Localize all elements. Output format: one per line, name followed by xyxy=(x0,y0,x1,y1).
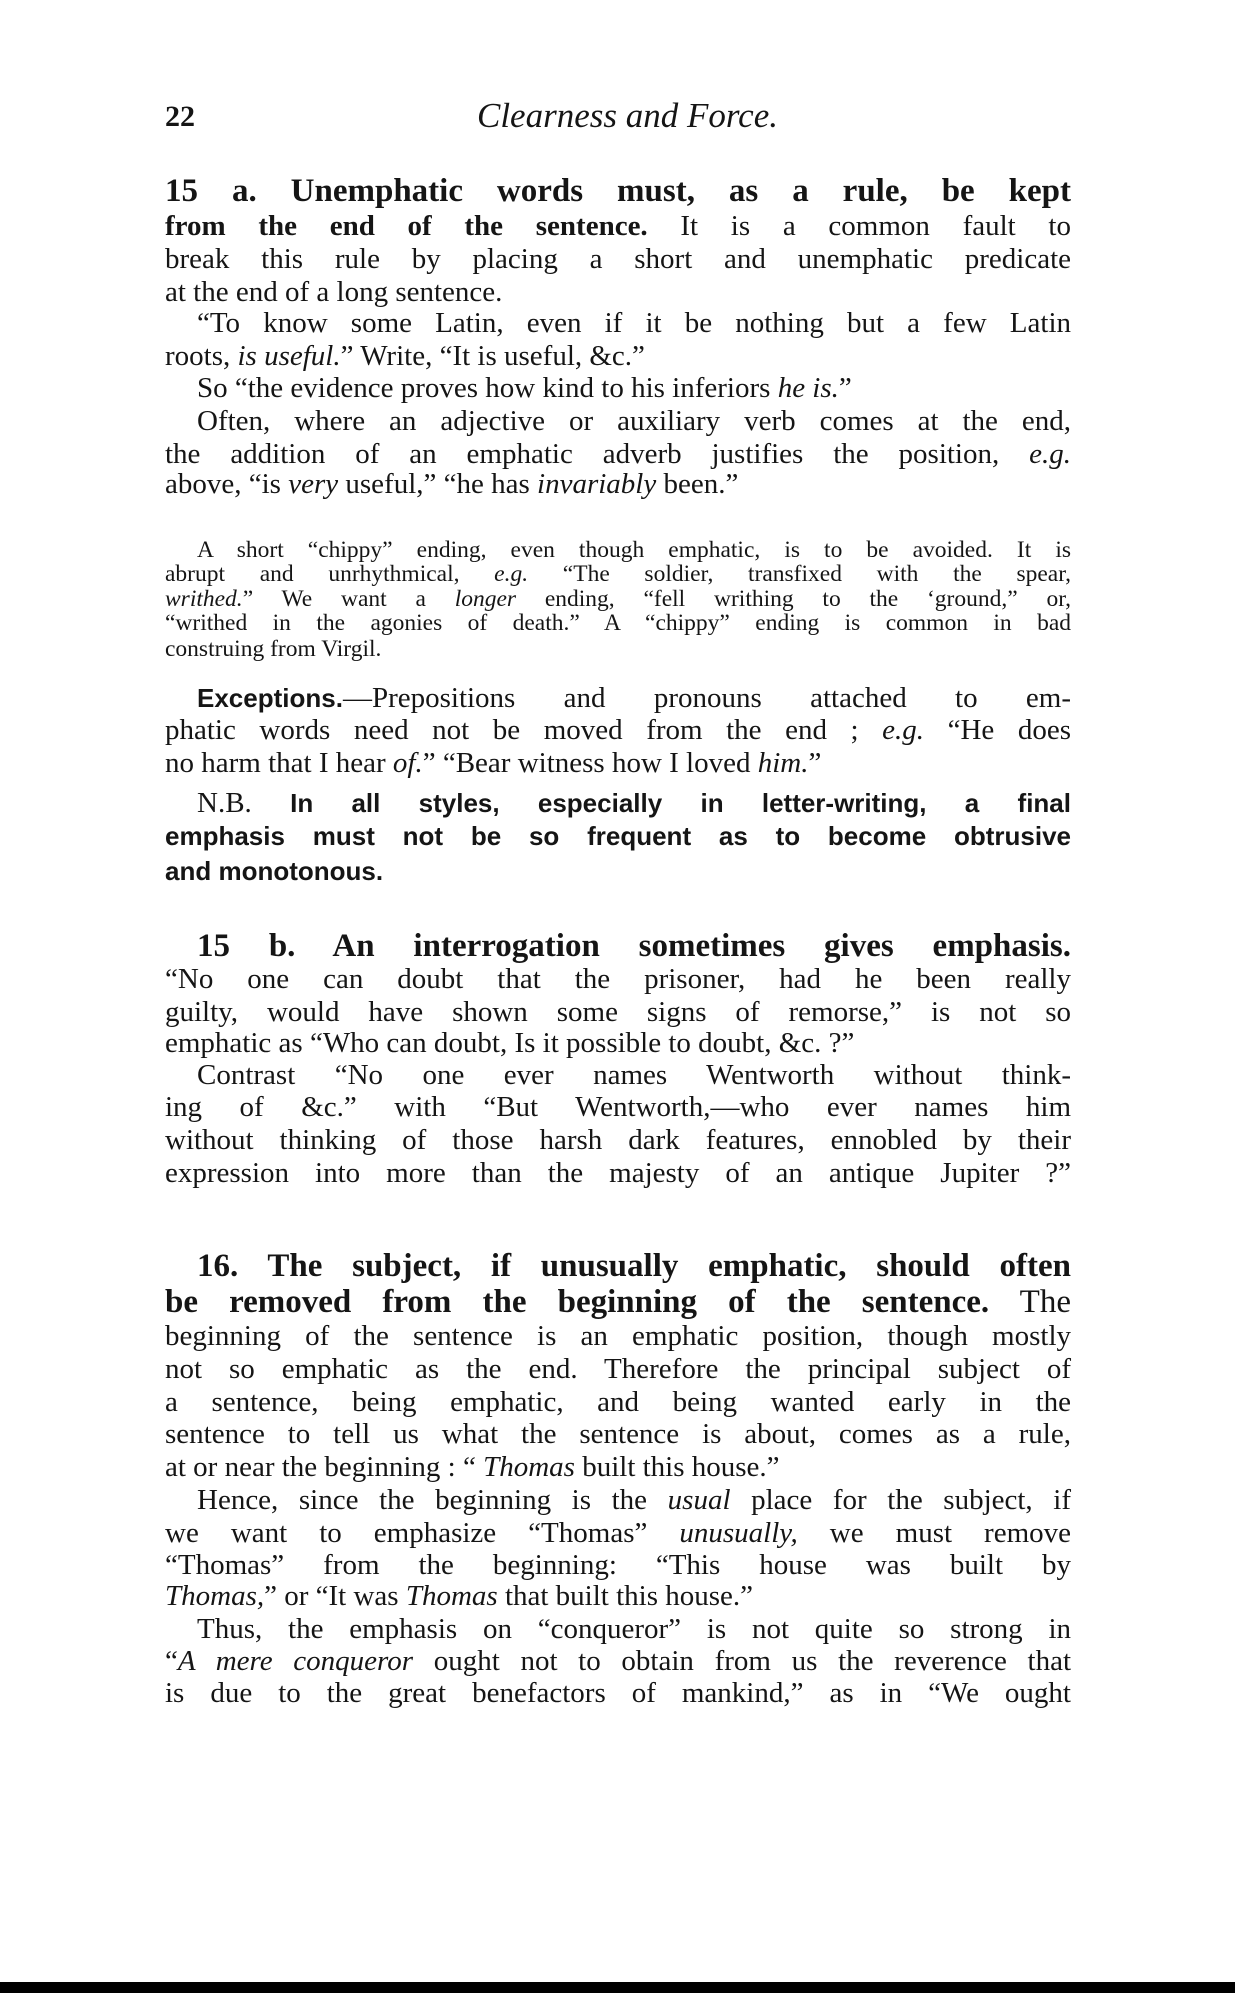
text-line xyxy=(165,1548,1071,1582)
text-run: ending, “fell writhing to the ‘ground,” or, xyxy=(516,585,1071,612)
text-run: So “the evidence proves how kind to his inferiors xyxy=(197,371,778,404)
italic-text: him. xyxy=(757,746,809,779)
italic-text: Thomas, xyxy=(165,1580,265,1613)
italic-text: e.g. xyxy=(1029,437,1071,470)
text-line xyxy=(197,1483,1071,1517)
text-line xyxy=(165,275,1071,309)
text-run: abrupt and unrhythmical, xyxy=(165,561,495,588)
text-run: “The soldier, transfixed with the spear, xyxy=(528,561,1071,588)
text-run: “He does xyxy=(924,713,1072,746)
text-run: —Prepositions and pronouns attached to em- xyxy=(342,681,1071,714)
italic-text: invariably xyxy=(537,468,657,501)
text-line xyxy=(165,995,1071,1029)
text-run: place for the subject, if xyxy=(730,1483,1071,1516)
text-line xyxy=(165,242,1071,276)
text-run: no harm that I hear xyxy=(165,746,393,779)
text-run: ” “Bear witness how I loved xyxy=(422,746,758,779)
text-run: break this rule by placing a short and unemphatic predicate xyxy=(165,243,1071,276)
text-line xyxy=(165,1156,1071,1190)
italic-text: very xyxy=(288,468,339,501)
text-run: sentence to tell us what the sentence is about, comes as a rule, xyxy=(165,1417,1071,1450)
text-run: useful,” “he has xyxy=(338,468,538,501)
text-run: at or near the beginning : “ xyxy=(165,1450,484,1483)
text-run: ing of &c.” with “But Wentworth,—who ever names him xyxy=(165,1091,1071,1124)
text-run: is due to the great benefactors of mankind,” as in “We ought xyxy=(165,1676,1071,1709)
italic-text: e.g. xyxy=(882,713,925,746)
text-line xyxy=(197,786,1071,820)
text-line xyxy=(165,1352,1071,1386)
text-run: phatic words need not be moved from the end ; xyxy=(165,713,883,746)
bold-text: from the end of the sentence. xyxy=(165,210,648,243)
text-line xyxy=(197,371,1071,405)
text-run: Thus, the emphasis on “conqueror” is not quite so strong in xyxy=(197,1613,1071,1646)
running-title: Clearness and Force. xyxy=(476,96,779,135)
italic-text: usual xyxy=(667,1483,731,1516)
text-run: “No one can doubt that the prisoner, had he been really xyxy=(165,962,1071,995)
bold-text: Exceptions. xyxy=(197,682,343,713)
footnote-line xyxy=(165,586,1071,612)
footnote-line xyxy=(165,561,1071,587)
text-run: at the end of a long sentence. xyxy=(165,276,503,309)
text-line xyxy=(165,1644,1071,1678)
text-line xyxy=(197,306,1071,340)
section-heading-line xyxy=(197,927,1071,965)
text-run: built this house.” xyxy=(574,1450,780,1483)
page-number: 22 xyxy=(165,100,195,133)
text-run: the addition of an emphatic adverb justifies the position, xyxy=(165,437,1030,470)
text-line xyxy=(197,1612,1071,1646)
italic-text: A mere conqueror xyxy=(177,1645,414,1678)
text-line xyxy=(165,1319,1071,1353)
text-run: above, “is xyxy=(165,468,289,501)
text-run: N.B. xyxy=(197,787,291,820)
text-run: Often, where an adjective or auxiliary verb comes at the end, xyxy=(197,404,1071,437)
text-line xyxy=(165,1516,1071,1550)
bold-text: emphasis must not be so frequent as to become obtrusive xyxy=(165,821,1071,852)
scan-border xyxy=(0,1982,1235,1993)
text-run: ought not to obtain from us the reverence that xyxy=(413,1645,1071,1678)
italic-text: he is. xyxy=(777,371,839,404)
text-run: The xyxy=(989,1283,1071,1320)
text-run: ” Write, “It is useful, &c.” xyxy=(340,339,645,372)
text-line xyxy=(165,1417,1071,1451)
italic-text: Thomas xyxy=(405,1580,498,1613)
text-run: ” xyxy=(838,371,852,404)
text-run: beginning of the sentence is an emphatic position, though mostly xyxy=(165,1319,1071,1352)
text-line xyxy=(165,1026,1071,1060)
text-line xyxy=(197,1058,1071,1092)
bold-text: 16. The subject, if unusually emphatic, should often xyxy=(197,1247,1071,1284)
text-line xyxy=(165,1385,1071,1419)
section-heading-line xyxy=(165,1283,1071,1321)
text-run: we must remove xyxy=(797,1516,1072,1549)
text-line xyxy=(165,1090,1071,1124)
footnote-line xyxy=(165,636,1071,662)
italic-text: unusually, xyxy=(679,1516,798,1549)
footnote-line xyxy=(165,610,1071,636)
text-line xyxy=(165,746,1071,780)
text-line xyxy=(197,681,1071,715)
bold-text: and monotonous. xyxy=(165,855,384,886)
italic-text: of. xyxy=(392,746,423,779)
section-heading-line xyxy=(165,172,1071,210)
text-run: guilty, would have shown some signs of remorse,” is not so xyxy=(165,995,1071,1028)
footnote-line xyxy=(197,537,1071,563)
text-line xyxy=(165,713,1071,747)
italic-text: Thomas xyxy=(483,1450,575,1483)
text-run: A short “chippy” ending, even though emphatic, is to be avoided. It is xyxy=(197,537,1071,564)
text-run: “Thomas” from the beginning: “This house was built by xyxy=(165,1548,1071,1581)
text-run: not so emphatic as the end. Therefore the principal subject of xyxy=(165,1352,1071,1385)
text-run: ” xyxy=(808,746,822,779)
bold-text: In all styles, especially in letter-writing, a final xyxy=(290,788,1071,819)
text-line xyxy=(165,1450,1071,1484)
text-line xyxy=(165,819,1071,853)
text-run: “writhed in the agonies of death.” A “chippy” ending is common in bad xyxy=(165,609,1071,636)
text-line xyxy=(165,467,1071,501)
text-line xyxy=(165,209,1071,243)
italic-text: is useful. xyxy=(237,339,341,372)
text-run: roots, xyxy=(165,339,238,372)
text-line xyxy=(165,854,1071,888)
text-line xyxy=(165,962,1071,996)
italic-text: longer xyxy=(454,585,517,612)
text-run: construing from Virgil. xyxy=(165,636,382,663)
text-run: that built this house.” xyxy=(497,1580,754,1613)
text-run: ” We want a xyxy=(242,585,455,612)
text-run: “ xyxy=(165,1645,178,1678)
text-line xyxy=(165,1676,1071,1710)
text-line xyxy=(165,1123,1071,1157)
text-run: a sentence, being emphatic, and being wanted early in the xyxy=(165,1385,1071,1418)
text-run: without thinking of those harsh dark features, ennobled by their xyxy=(165,1124,1071,1157)
bold-text: 15 a. Unemphatic words must, as a rule, be kept xyxy=(165,172,1071,209)
text-line xyxy=(197,404,1071,438)
text-line xyxy=(165,1579,1071,1613)
text-run: we want to emphasize “Thomas” xyxy=(165,1516,680,1549)
bold-text: 15 b. An interrogation sometimes gives emphasis. xyxy=(197,927,1071,964)
section-heading-line xyxy=(197,1247,1071,1285)
text-run: It is a common fault to xyxy=(647,210,1071,243)
text-line xyxy=(165,437,1071,471)
text-run: expression into more than the majesty of an antique Jupiter ?” xyxy=(165,1157,1071,1190)
italic-text: writhed. xyxy=(165,585,243,612)
text-run: Hence, since the beginning is the xyxy=(197,1483,668,1516)
text-run: ” or “It was xyxy=(264,1580,406,1613)
text-run: “To know some Latin, even if it be nothing but a few Latin xyxy=(197,306,1071,339)
text-run: been.” xyxy=(656,468,739,501)
text-line xyxy=(165,339,1071,373)
italic-text: e.g. xyxy=(494,561,529,588)
text-run: emphatic as “Who can doubt, Is it possible to doubt, &c. ?” xyxy=(165,1027,855,1060)
bold-text: be removed from the beginning of the sentence. xyxy=(165,1283,990,1320)
text-run: Contrast “No one ever names Wentworth without think- xyxy=(197,1059,1071,1092)
